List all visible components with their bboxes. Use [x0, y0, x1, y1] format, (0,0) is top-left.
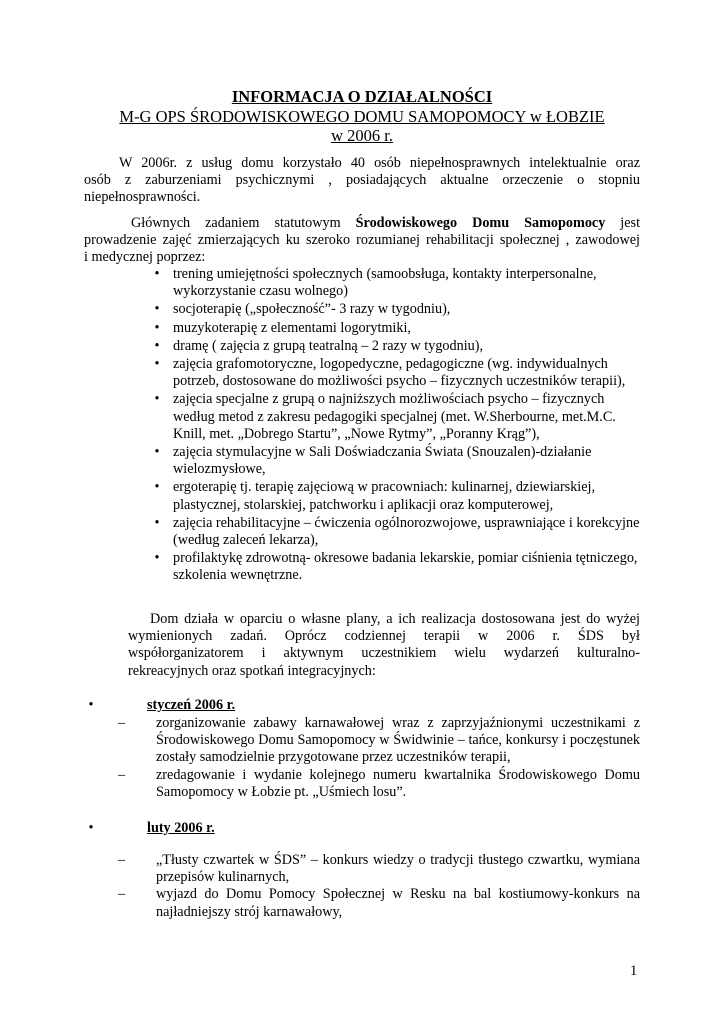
document-subtitle: M-G OPS ŚRODOWISKOWEGO DOMU SAMOPOMOCY w ŁOBZIE: [119, 107, 605, 126]
bullet-icon: •: [154, 319, 160, 336]
list-item: [150, 338, 640, 355]
task-text: zajęcia stymulacyjne w Sali Doświadczania Świata (Snouzalen)-działanie wielozmysłowe,: [173, 444, 592, 478]
list-item: [118, 852, 640, 886]
summary-paragraph: [128, 611, 640, 680]
january-events: [118, 715, 640, 801]
intro-line: i medycznej poprzez:: [84, 249, 206, 266]
list-item: [150, 515, 640, 549]
task-text: zajęcia grafomotoryczne, logopedyczne, pedagogiczne (wg. indywidualnych potrzeb, dostosowane do możliwości psycho – fizycznych uczestników terapii),: [173, 356, 626, 390]
list-item: [150, 356, 640, 390]
task-text: ergoterapię tj. terapię zajęciową w pracowniach: kulinarnej, dziewiarskiej, plastycznej, stolarskiej, patchworku i aplikacji oraz komputerowej,: [173, 479, 596, 513]
task-text: dramę ( zajęcia z grupą teatralną – 2 razy w tygodniu),: [173, 337, 484, 354]
summary-line: rekreacyjnych oraz spotkań integracyjnych:: [128, 662, 376, 679]
task-text: profilaktykę zdrowotną- okresowe badania lekarskie, pomiar ciśnienia tętniczego, szkolenia wewnętrzne.: [173, 550, 638, 584]
task-text: socjoterapię („społeczność”- 3 razy w tygodniu),: [173, 301, 451, 318]
event-text: zredagowanie i wydanie kolejnego numeru kwartalnika Środowiskowego Domu Samopomocy w Łobzie pt. „Uśmiech losu”.: [156, 766, 640, 800]
bullet-icon: •: [154, 550, 160, 567]
summary-line: wymienionych zadań. Oprócz codziennej terapii w 2006 r. ŚDS był: [128, 628, 640, 645]
dash-icon: –: [118, 715, 126, 731]
dash-icon: –: [118, 766, 126, 783]
event-text: wyjazd do Domu Pomocy Społecznej w Resku na bal kostiumowy-konkurs na najładniejszy strój karnawałowy,: [156, 886, 640, 920]
intro-text: Głównych zadaniem statutowym: [131, 215, 356, 231]
list-item: [150, 320, 640, 337]
task-text: muzykoterapię z elementami logorytmiki,: [173, 319, 411, 336]
bullet-icon: •: [154, 337, 160, 354]
dash-icon: –: [118, 852, 126, 868]
summary-line: współorganizatorem i aktywnym uczestnikiem wielu wydarzeń kulturalno-: [128, 645, 640, 662]
intro-line: niepełnosprawności.: [84, 189, 201, 206]
task-text: zajęcia rehabilitacyjne – ćwiczenia ogólnorozwojowe, usprawniające i korekcyjne (według zaleceń lekarza),: [173, 514, 640, 549]
document-title: INFORMACJA O DZIAŁALNOŚCI: [231, 87, 493, 106]
tasks-list: [150, 266, 640, 586]
list-item: [118, 767, 640, 801]
month-heading: luty 2006 r.: [147, 820, 215, 836]
month-heading: styczeń 2006 r.: [147, 697, 236, 713]
list-item: [150, 444, 640, 478]
list-item: [150, 301, 640, 318]
intro-line: W 2006r. z usług domu korzystało 40 osób niepełnosprawnych intelektualnie oraz: [119, 155, 640, 171]
intro-line: osób z zaburzeniami psychicznymi , posiadających aktualne orzeczenie o stopniu: [84, 172, 640, 189]
bullet-icon: •: [88, 697, 94, 713]
bullet-icon: •: [154, 266, 160, 282]
list-item: [118, 715, 640, 767]
event-text: zorganizowanie zabawy karnawałowej wraz z zaprzyjaźnionymi uczestnikami z Środowiskowego Domu Samopomocy w Świdwinie – tańce, konkursy i poczęstunek zostały samodzielnie przygotowane przez uczestników terapii,: [156, 715, 640, 766]
page-number: 1: [630, 963, 638, 979]
dash-icon: –: [118, 886, 126, 903]
intro-paragraph-1: [84, 155, 640, 207]
event-text: „Tłusty czwartek w ŚDS” – konkurs wiedzy o tradycji tłustego czwartku, wymiana przepisów kulinarnych,: [156, 852, 640, 886]
bullet-icon: •: [154, 514, 160, 531]
bullet-icon: •: [88, 820, 94, 836]
bullet-icon: •: [154, 391, 160, 408]
bullet-icon: •: [154, 356, 160, 373]
bullet-icon: •: [154, 444, 160, 461]
summary-line: Dom działa w oparciu o własne plany, a ich realizacja dostosowana jest do wyżej: [150, 611, 640, 627]
list-item: [150, 391, 640, 443]
list-item: [118, 886, 640, 920]
intro-text: jest: [605, 215, 641, 231]
document-year: w 2006 r.: [331, 126, 393, 145]
organization-name: Środowiskowego Domu Samopomocy: [355, 215, 606, 231]
task-text: zajęcia specjalne z grupą o najniższych możliwościach psycho – fizycznych według metod z zakresu pedagogiki specjalnej (met. W.Sherbourne, met.M.C. Knill, met. „Dobrego Startu”, „Nowe Rytmy”, „Poranny Krąg”),: [173, 391, 616, 442]
task-text: trening umiejętności społecznych (samoobsługa, kontakty interpersonalne, wykorzystanie czasu wolnego): [173, 266, 597, 300]
list-item: [150, 266, 640, 300]
bullet-icon: •: [154, 301, 160, 318]
february-events: [118, 852, 640, 921]
list-item: [150, 550, 640, 584]
list-item: [150, 479, 640, 513]
intro-line: [84, 215, 640, 232]
bullet-icon: •: [154, 479, 160, 496]
intro-line: prowadzenie zajęć zmierzających ku szeroko rozumianej rehabilitacji społecznej , zawodowej: [84, 232, 640, 249]
intro-paragraph-2: [84, 215, 640, 267]
